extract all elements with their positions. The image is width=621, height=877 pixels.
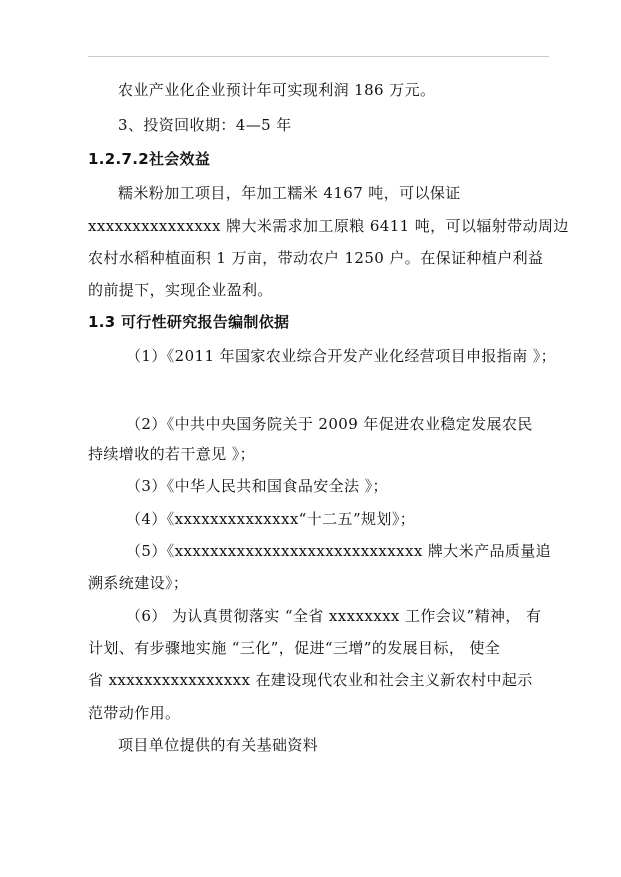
list-item: （2）《中共中央国务院关于 2009 年促进农业稳定发展农民 (126, 415, 533, 433)
list-item-continuation: 计划、有步骤地实施 “三化”，促进“三增”的发展目标， 使全 (88, 639, 501, 657)
paragraph-line: 项目单位提供的有关基础资料 (118, 736, 319, 754)
section-heading-basis: 1.3 可行性研究报告编制依据 (88, 313, 290, 331)
paragraph-line: xxxxxxxxxxxxxxx 牌大米需求加工原粮 6411 吨，可以辐射带动周边 (88, 217, 569, 235)
list-item: （6） 为认真贯彻落实 “全省 xxxxxxxx 工作会议”精神， 有 (126, 607, 542, 625)
text-line-profit: 农业产业化企业预计年可实现利润 186 万元。 (118, 81, 436, 99)
section-heading-social-benefits: 1.2.7.2社会效益 (88, 150, 211, 168)
text-line-payback-period: 3、投资回收期：4—5 年 (118, 116, 292, 134)
list-item-continuation: 持续增收的若干意见 》； (88, 445, 256, 463)
list-item: （5）《xxxxxxxxxxxxxxxxxxxxxxxxxxxx 牌大米产品质量追 (126, 542, 552, 560)
paragraph-line: 的前提下，实现企业盈利。 (88, 281, 273, 299)
list-item-continuation: 范带动作用。 (88, 704, 181, 722)
list-item: （1）《2011 年国家农业综合开发产业化经营项目申报指南 》； (126, 347, 557, 365)
list-item-continuation: 省 xxxxxxxxxxxxxxxx 在建设现代农业和社会主义新农村中起示 (88, 671, 533, 689)
list-item-continuation: 溯系统建设》； (88, 574, 189, 592)
list-item: （4）《xxxxxxxxxxxxxx“十二五”规划》； (126, 510, 416, 528)
paragraph-line: 糯米粉加工项目，年加工糯米 4167 吨，可以保证 (118, 184, 461, 202)
header-divider (88, 56, 549, 57)
list-item: （3）《中华人民共和国食品安全法 》； (126, 477, 388, 495)
paragraph-line: 农村水稻种植面积 1 万亩，带动农户 1250 户。在保证种植户利益 (88, 249, 544, 267)
